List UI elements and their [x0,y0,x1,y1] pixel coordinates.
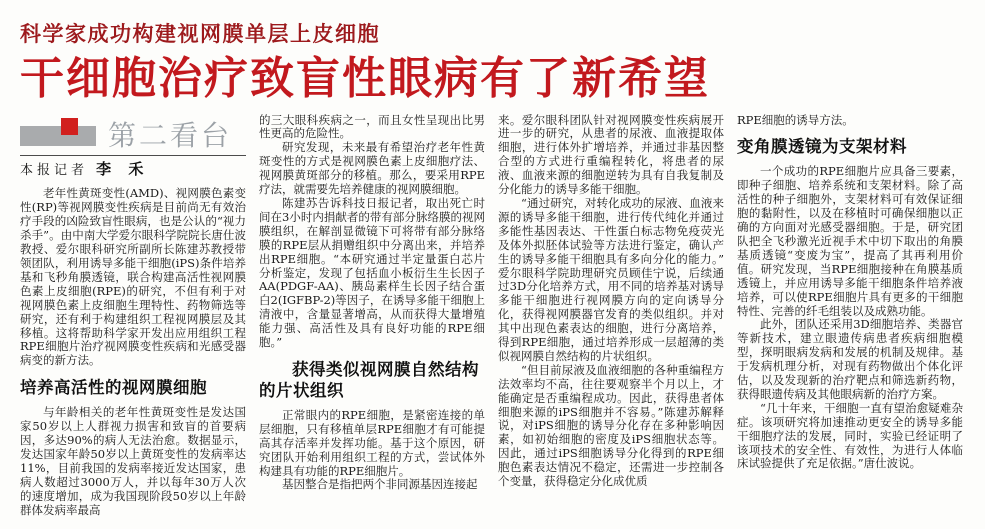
byline-reporter-name: 李 禾 [96,159,150,178]
paragraph: 研究发现，未来最有希望治疗老年性黄斑变性的方式是视网膜色素上皮细胞疗法、视网膜黄斑部分的移植。那么，要采用RPE疗法，就需要先培养健康的视网膜细胞。 [259,140,485,197]
section-badge [20,114,246,156]
paragraph: 正常眼内的RPE细胞，是紧密连接的单层细胞，只有移植单层RPE细胞才有可能提高其存活率并发挥功能。基于这个原因，研究团队开始利用组织工程的方式，尝试体外构建具有功能的RPE细胞片。 [259,407,485,478]
paragraph: 一个成功的RPE细胞片应具备三要素，即种子细胞、培养系统和支架材料。除了高活性的种子细胞外，支架材料可有效保证细胞的黏附性，以及在移植时可确保细胞以正确的方向面对光感受器细胞。于是，研究团队把全飞秒激光近视手术中切下取出的角膜基质透镜“变废为宝”，提高了其再利用价值。研究发现，当RPE细胞接种在角膜基质透镜上，并应用诱导多能干细胞条件培养液培养，可以使RPE细胞片具有更多的干细胞特性、完善的纤毛组装以及成熟功能。 [737,164,963,318]
paragraph: “几十年来，干细胞一直有望治愈疑难杂症。该项研究将加速推动更安全的诱导多能干细胞疗法的发展，同时，实验已经证明了该项技术的安全性、有效性，为进行人体临床试验提供了充足依据。”唐仕波说。 [737,400,963,471]
paragraph: “但目前尿液及血液细胞的各种重编程方法效率均不高，往往要观察半个月以上，才能确定是否重编程成功。因此，获得患者体细胞来源的iPS细胞并不容易。”陈建苏解释说，对iPS细胞的诱导分化存在多种影响因素，如初始细胞的密度及iPS细胞状态等。因此，通过iPS细胞诱导分化得到的RPE细胞色素表达情况不稳定，还需进一步控制各个变量，获得稳定分化成优质 [498,362,724,489]
paragraph-continuation: 来。爱尔眼科团队针对视网膜变性疾病展开进一步的研究，从患者的尿液、血液提取体细胞，进行体外扩增培养，并通过非基因整合型的方式进行重编程转化，将患者的尿液、血液来源的细胞逆转为具有自我复制及分化能力的诱导多能干细胞。 [498,113,724,197]
paragraph-continuation: RPE细胞的诱导方法。 [737,113,854,127]
article-column-3 [498,114,724,518]
article-body [0,106,985,518]
section-badge-red-square [61,118,78,135]
subheading-2: 获得类似视网膜自然结构的片状组织 [259,360,479,400]
paragraph: 基因整合是指把两个非同源基因连接起 [282,477,478,492]
paragraph: 此外，团队还采用3D细胞培养、类器官等新技术，建立眼遗传病患者疾病细胞模型，探明眼病发病和发展的机制及规律。基于发病机理分析，对现有药物做出个体化评估，以及发现新的治疗靶点和筛选新药物，获得眼遗传病及其他眼病新的治疗方案。 [737,317,963,401]
article-column-2 [259,114,485,518]
paragraph-continuation: 的三大眼科疾病之一，而且女性呈现出比男性更高的危险性。 [259,113,485,141]
article-column-4 [737,114,963,518]
section-masthead [20,114,246,178]
subheading-3: 变角膜透镜为支架材料 [737,138,907,157]
main-headline: 干细胞治疗致盲性眼病有了新希望 [20,54,710,104]
paragraph: 老年性黄斑变性(AMD)、视网膜色素变性(RP)等视网膜变性疾病是目前尚无有效治疗手段的凶险致盲性眼病，也是公认的“视力杀手”。由中南大学爱尔眼科学院院长唐仕波教授、爱尔眼科研究所副所长陈建苏教授带领团队，利用诱导多能干细胞(iPS)条件培养基和飞秒角膜透镜，联合构建高活性视网膜色素上皮细胞(RPE)的研究，不但有利于对视网膜色素上皮细胞生理特性、药物筛选等研究，还有利于构建组织工程视网膜层及其移植。这将帮助科学家开发出应用组织工程RPE细胞片治疗视网膜变性疾病和光感受器病变的新方法。 [20,186,246,368]
section-title: 第二看台 [108,119,233,151]
paragraph: 陈建苏告诉科技日报记者，取出死亡时间在3小时内捐献者的带有部分脉络膜的视网膜组织，在解剖显微镜下可将带有部分脉络膜的RPE层从捐赠组织中分离出来，并培养出RPE细胞。“本研究通过半定量蛋白芯片分析鉴定，发现了包括血小板衍生生长因子AA(PDGF-AA)、胰岛素样生长因子结合蛋白2(IGFBP-2)等因子，在诱导多能干细胞上清液中，含量显著增高，从而获得大量增殖能力强、高活性及具有良好功能的RPE细胞。” [259,195,485,350]
article-header [0,0,985,106]
subheading-1: 培养高活性的视网膜细胞 [20,379,207,398]
paragraph: “通过研究，对转化成功的尿液、血液来源的诱导多能干细胞，进行传代纯化并通过多能性基因表达、干性蛋白标志物免疫荧光及体外拟胚体试验等方法进行鉴定，确认产生的诱导多能干细胞具有多向分化的能力。”爱尔眼科学院助理研究员顾佳宁说，后续通过3D分化培养方式，用不同的培养基对诱导多能干细胞进行视网膜方向的定向诱导分化，获得视网膜器官发育的类似组织。并对其中出现色素表达的细胞，进行分离培养，得到RPE细胞，通过培养形成一层超薄的类似视网膜自然结构的片状组织。 [498,195,724,363]
paragraph: 与年龄相关的老年性黄斑变性是发达国家50岁以上人群视力损害和致盲的首要病因，多达90%的病人无法治愈。数据显示，发达国家年龄50岁以上黄斑变性的发病率达11%，目前我国的发病率接近发达国家，患病人数超过3000万人，并以每年30万人次的速度增加，成为我国现阶段50岁以上年龄群体发病率最高 [20,405,246,517]
byline-label: 本报记者 [20,162,89,178]
kicker-headline: 科学家成功构建视网膜单层上皮细胞 [20,21,380,46]
section-badge-gray-bar [20,126,96,146]
byline [20,159,246,178]
article-column-1 [20,114,246,518]
